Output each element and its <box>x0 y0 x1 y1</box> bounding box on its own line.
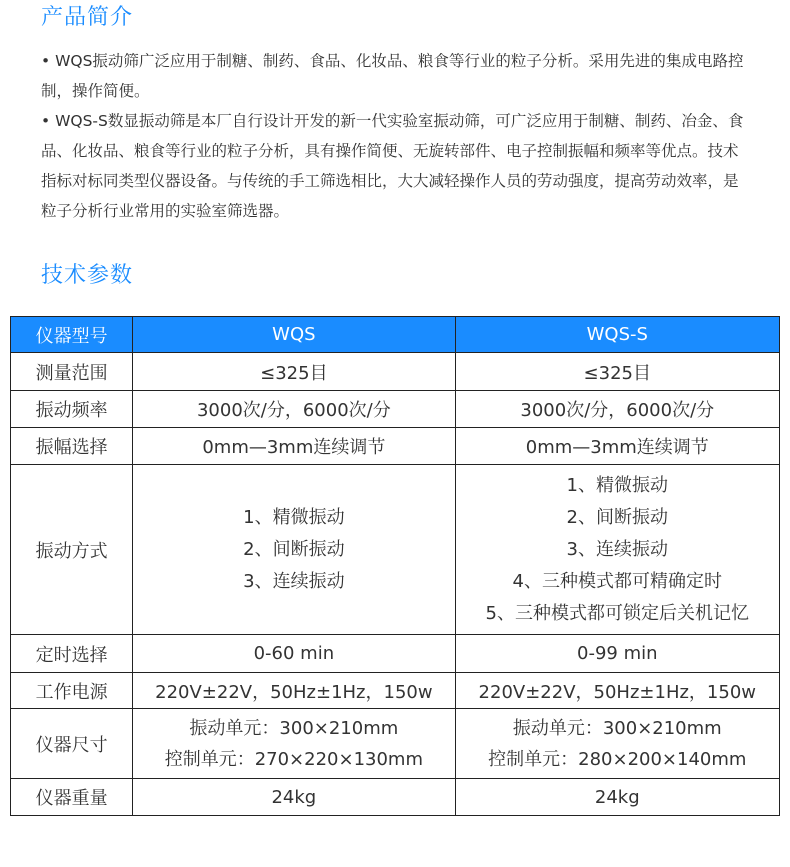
wqs-s-value: 3000次/分，6000次/分 <box>455 391 779 428</box>
wqs-s-value: 220V±22V，50Hz±1Hz，150w <box>455 673 779 709</box>
wqs-value: 220V±22V，50Hz±1Hz，150w <box>133 673 455 709</box>
table-row <box>11 353 780 391</box>
product-intro-text <box>41 46 753 226</box>
wqs-s-value <box>455 709 779 779</box>
wqs-value <box>133 709 455 779</box>
row-label: 仪器重量 <box>11 779 133 816</box>
mode-item: 3、连续振动 <box>566 538 668 560</box>
tech-specs-title: 技术参数 <box>41 263 134 288</box>
table-row <box>11 635 780 673</box>
row-label: 定时选择 <box>11 635 133 673</box>
wqs-value: 3000次/分，6000次/分 <box>133 391 455 428</box>
wqs-value: 24kg <box>133 779 455 816</box>
intro-paragraph-wqs-s: • WQS-S数显振动筛是本厂自行设计开发的新一代实验室振动筛，可广泛应用于制糖、制药、冶金、食品、化妆品、粮食等行业的粒子分析，具有操作简便、无旋转部件、电子控制振幅和频率等优点。技术指标对标同类型仪器设备。与传统的手工筛选相比，大大减轻操作人员的劳动强度，提高劳动效率，是粒子分析行业常用的实验室筛选器。 <box>41 112 744 220</box>
mode-item: 5、三种模式都可锁定后关机记忆 <box>485 602 749 624</box>
row-label: 振动方式 <box>11 465 133 635</box>
table-row <box>11 709 780 779</box>
dimension-line: 控制单元：270×220×130mm <box>164 748 424 770</box>
mode-item: 1、精微振动 <box>566 474 668 496</box>
spec-table <box>10 316 780 816</box>
row-label: 振幅选择 <box>11 428 133 465</box>
row-label: 振动频率 <box>11 391 133 428</box>
intro-paragraph-wqs: • WQS振动筛广泛应用于制糖、制药、食品、化妆品、粮食等行业的粒子分析。采用先进的集成电路控制，操作简便。 <box>41 52 744 100</box>
row-label: 仪器尺寸 <box>11 709 133 779</box>
table-row <box>11 391 780 428</box>
mode-item: 1、精微振动 <box>243 506 345 528</box>
header-model-label: 仪器型号 <box>11 317 133 353</box>
mode-item: 2、间断振动 <box>243 538 345 560</box>
wqs-value: ≤325目 <box>133 353 455 391</box>
dimension-line: 控制单元：280×200×140mm <box>488 748 747 770</box>
wqs-s-value <box>455 465 779 635</box>
wqs-value <box>133 465 455 635</box>
header-wqs: WQS <box>133 317 455 353</box>
header-wqs-s: WQS-S <box>455 317 779 353</box>
row-label: 工作电源 <box>11 673 133 709</box>
wqs-s-value: 0mm—3mm连续调节 <box>455 428 779 465</box>
wqs-s-value: ≤325目 <box>455 353 779 391</box>
table-row <box>11 779 780 816</box>
table-row <box>11 673 780 709</box>
mode-item: 2、间断振动 <box>566 506 668 528</box>
dimension-line: 振动单元：300×210mm <box>512 717 722 739</box>
table-row <box>11 465 780 635</box>
wqs-s-value: 24kg <box>455 779 779 816</box>
mode-item: 3、连续振动 <box>243 570 345 592</box>
wqs-value: 0mm—3mm连续调节 <box>133 428 455 465</box>
wqs-value: 0-60 min <box>133 635 455 673</box>
product-intro-title: 产品简介 <box>41 5 134 30</box>
wqs-s-value: 0-99 min <box>455 635 779 673</box>
row-label: 测量范围 <box>11 353 133 391</box>
table-row <box>11 428 780 465</box>
mode-item: 4、三种模式都可精确定时 <box>512 570 722 592</box>
spec-table-header <box>11 317 780 353</box>
dimension-line: 振动单元：300×210mm <box>189 717 399 739</box>
